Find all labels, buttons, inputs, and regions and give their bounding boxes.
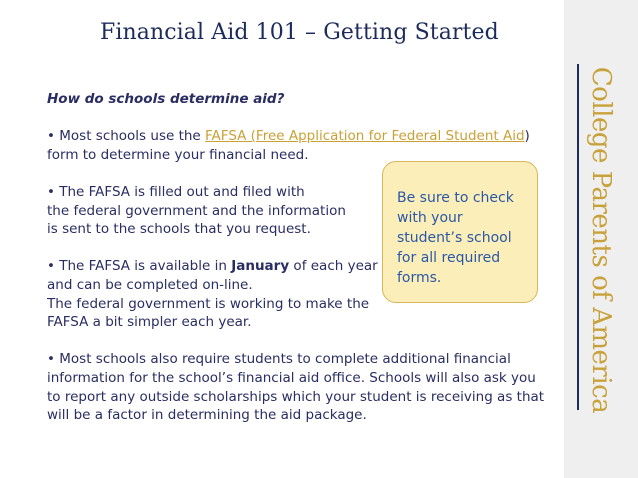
bullet-fafsa-filing-line-1: • The FAFSA is filled out and filed with <box>47 183 305 200</box>
bullet-fafsa-filing-line-3: is sent to the schools that you request. <box>47 221 311 238</box>
bullet-availability-line-4: FAFSA a bit simpler each year. <box>47 314 252 331</box>
brand-divider <box>577 64 579 410</box>
brand-wordmark: College Parents of America <box>586 66 616 414</box>
reminder-callout <box>382 161 538 303</box>
bullet-availability-line-3: The federal government is working to make the <box>47 295 370 312</box>
availability-month: January <box>231 258 290 275</box>
bullet-fafsa-use-text: • Most schools use the <box>47 128 206 145</box>
bullet-availability-text: • The FAFSA is available in <box>47 258 232 275</box>
reminder-callout-text: Be sure to check with your student’s school for all required forms. <box>397 190 514 286</box>
bullet-fafsa-use <box>47 127 547 164</box>
question-heading: How do schools determine aid? <box>47 91 285 107</box>
bullet-availability-tail: of each year <box>289 258 378 275</box>
bullet-fafsa-use-tail: ) form to determine your financial need. <box>47 128 530 163</box>
slide-title: Financial Aid 101 – Getting Started <box>100 20 499 45</box>
bullet-additional-info: • Most schools also require students to complete additional financial information for the school’s financial aid office. Schools will also ask you to report any outside scholarships which your student is receiving as that will be a factor in determining the aid package. <box>47 351 545 424</box>
bullet-fafsa-filing-line-2: the federal government and the information <box>47 202 346 219</box>
bullet-availability-line-2: and can be completed on-line. <box>47 276 253 293</box>
fafsa-link[interactable]: FAFSA (Free Application for Federal Student Aid <box>205 128 525 145</box>
